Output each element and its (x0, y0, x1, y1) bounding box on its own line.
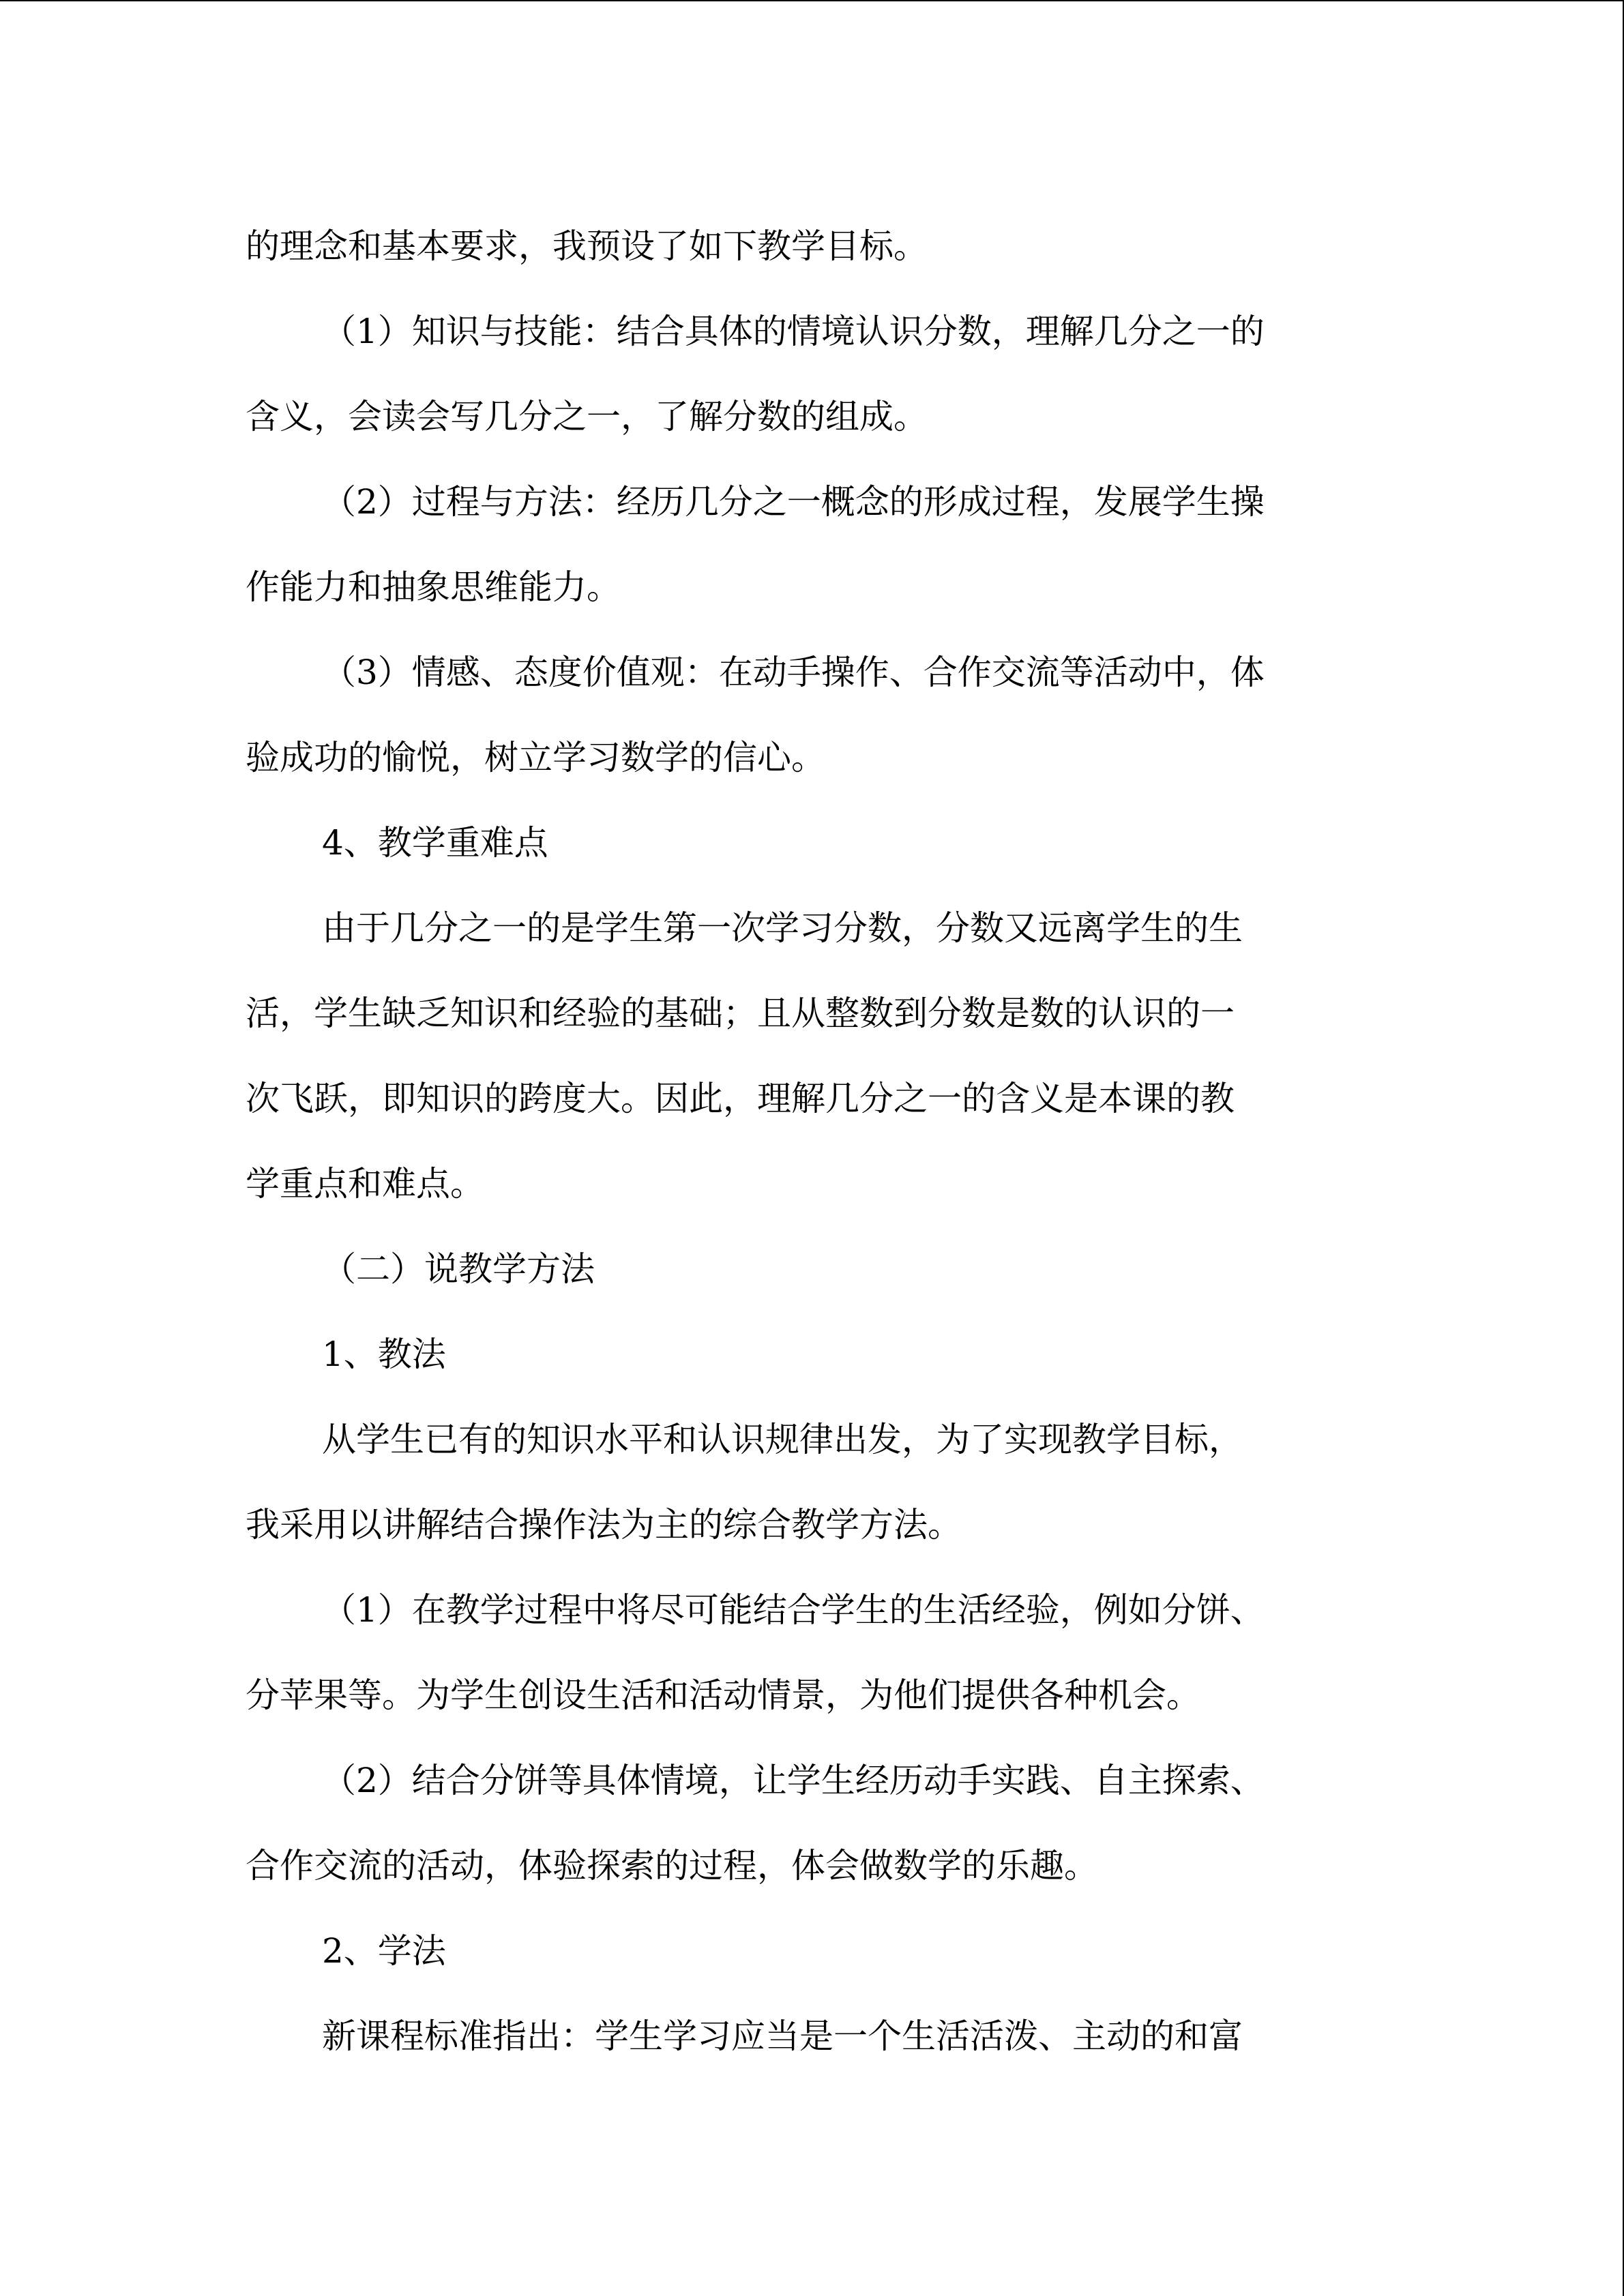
section-heading: 2、学法 (322, 1931, 446, 1971)
text-line: （1）在教学过程中将尽可能结合学生的生活经验，例如分饼、 (322, 1590, 1265, 1630)
text-line: 从学生已有的知识水平和认识规律出发，为了实现教学目标， (322, 1420, 1243, 1459)
text-line: 我采用以讲解结合操作法为主的综合教学方法。 (246, 1505, 962, 1545)
text-line: 验成功的愉悦，树立学习数学的信心。 (246, 738, 825, 777)
text-line: 学重点和难点。 (246, 1164, 484, 1204)
document-text-body (246, 204, 1378, 2079)
text-line: 合作交流的活动，体验探索的过程，体会做数学的乐趣。 (246, 1846, 1098, 1885)
section-heading: （二）说教学方法 (322, 1249, 595, 1289)
text-line: 活，学生缺乏知识和经验的基础；且从整数到分数是数的认识的一 (246, 994, 1235, 1033)
section-heading: 4、教学重难点 (322, 823, 548, 863)
text-line: 由于几分之一的是学生第一次学习分数，分数又远离学生的生 (322, 908, 1243, 948)
text-line: 新课程标准指出：学生学习应当是一个生活活泼、主动的和富 (322, 2016, 1243, 2056)
text-line: 含义，会读会写几分之一，了解分数的组成。 (246, 397, 928, 436)
text-line: 的理念和基本要求，我预设了如下教学目标。 (246, 226, 928, 266)
text-line: （3）情感、态度价值观：在动手操作、合作交流等活动中，体 (322, 653, 1265, 692)
section-heading: 1、教法 (322, 1335, 446, 1374)
text-line: 次飞跃，即知识的跨度大。因此，理解几分之一的含义是本课的教 (246, 1079, 1235, 1118)
text-line: （2）过程与方法：经历几分之一概念的形成过程，发展学生操 (322, 482, 1265, 522)
text-line: 作能力和抽象思维能力。 (246, 567, 621, 607)
text-line: （1）知识与技能：结合具体的情境认识分数，理解几分之一的 (322, 312, 1265, 351)
text-line: （2）结合分饼等具体情境，让学生经历动手实践、自主探索、 (322, 1761, 1265, 1800)
text-line: 分苹果等。为学生创设生活和活动情景，为他们提供各种机会。 (246, 1675, 1200, 1715)
